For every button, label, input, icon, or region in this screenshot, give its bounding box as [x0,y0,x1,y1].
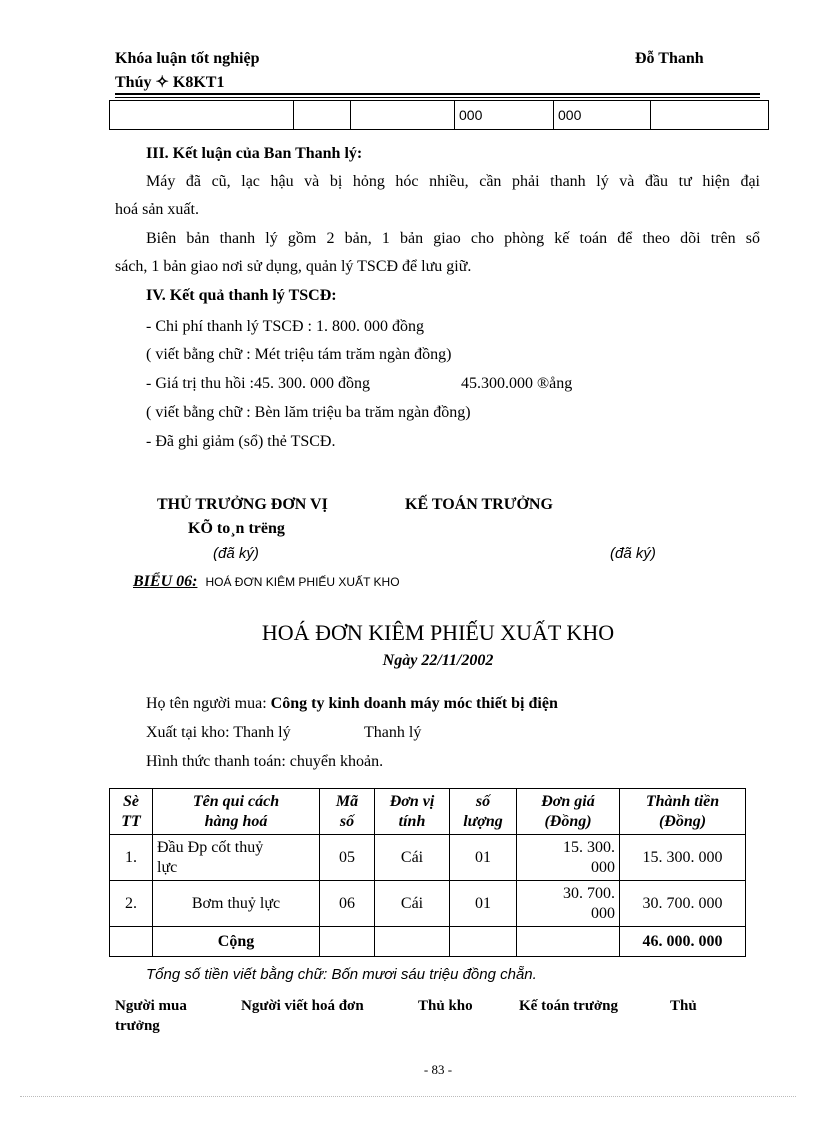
header-left-line1: Khóa luận tốt nghiệp [115,50,260,67]
cell-price: 15. 300. 000 [517,835,620,881]
table-cell: 000 [455,101,554,130]
header-right: Đỗ Thanh [635,50,704,67]
col-price: Đơn giá (Đồng) [517,789,620,835]
table-cell [651,101,769,130]
col-name: Tên qui cách hàng hoá [153,789,320,835]
cell-code: 06 [320,881,375,927]
col-qty: số lượng [450,789,517,835]
table-cell [351,101,455,130]
sig-invoice-writer: Người viết hoá đơn [241,998,364,1014]
signature-head-subtitle: KÕ to¸n trëng [188,520,285,537]
sig-warehouse-keeper: Thủ kho [418,998,473,1014]
table-cell [294,101,351,130]
table-cell [110,101,294,130]
header-left-line2: Thúy ✧ K8KT1 [115,74,225,91]
cell-code: 05 [320,835,375,881]
cell-amount: 15. 300. 000 [620,835,746,881]
header-rule-thick [115,93,760,95]
invoice-header-row [110,789,746,835]
total-amount: 46. 000. 000 [620,927,746,957]
invoice-table [109,788,746,957]
col-amount: Thành tiền (Đồng) [620,789,746,835]
col-unit: Đơn vị tính [375,789,450,835]
sig-head-line1: Thủ [670,998,697,1014]
invoice-title: HOÁ ĐƠN KIÊM PHIẾU XUẤT KHO [261,620,615,645]
col-code: Mã số [320,789,375,835]
cell-name: Bơm thuỷ lực [153,881,320,927]
sig-buyer: Người mua [115,998,187,1014]
cell-qty: 01 [450,835,517,881]
header-rule-thin [115,97,760,98]
invoice-date-value: 22/11/2002 [421,652,494,669]
bieu-label: BIỂU 06: [133,573,198,590]
invoice-warehouse-label: Xuất tại kho: Thanh lý [146,724,291,741]
cell-unit: Cái [375,881,450,927]
invoice-date [0,652,816,670]
cell-empty [517,927,620,957]
invoice-buyer-label: Họ tên người mua: [146,695,271,712]
cell-stt: 2. [110,881,153,927]
page-bottom-divider [20,1096,796,1097]
section4-title: IV. Kết quả thanh lý TSCĐ: [146,287,337,304]
invoice-warehouse-value: Thanh lý [364,724,422,741]
section4-line4: ( viết bằng chữ : Bèn lăm triệu ba trăm ngàn đồng) [146,404,471,421]
section4-line3a: - Giá trị thu hồi :45. 300. 000 đồng [146,375,370,392]
signature-accountant-signed: (đã ký) [610,545,656,562]
cell-empty [110,927,153,957]
cell-empty [375,927,450,957]
table-row [110,101,769,130]
section3-para2-line1: Biên bản thanh lý gồm 2 bản, 1 bản giao cho phòng kế toán để theo dõi trên sổ [146,230,760,247]
cell-name: Đầu Đp cốt thuỷ lực [153,835,320,881]
section4-line1: - Chi phí thanh lý TSCĐ : 1. 800. 000 đồng [146,318,424,335]
table-cell: 000 [554,101,651,130]
section4-line3b: 45.300.000 ®ång [461,375,573,392]
invoice-payment: Hình thức thanh toán: chuyển khoản. [146,753,384,770]
cell-stt: 1. [110,835,153,881]
table-row [110,835,746,881]
cell-qty: 01 [450,881,517,927]
invoice-date-label: Ngày [382,652,418,669]
signature-accountant-title: KẾ TOÁN TRƯỞNG [405,496,553,513]
invoice-buyer [146,695,558,713]
cell-price: 30. 700. 000 [517,881,620,927]
top-table-fragment [109,100,769,130]
page-number: - 83 - [423,1062,453,1077]
section4-line5: - Đã ghi giảm (sổ) thẻ TSCĐ. [146,433,336,450]
signature-head-title: THỦ TRƯỞNG ĐƠN VỊ [157,496,328,513]
total-label: Cộng [153,927,320,957]
section3-title: III. Kết luận của Ban Thanh lý: [146,145,363,162]
cell-empty [320,927,375,957]
col-stt: Sè TT [110,789,153,835]
signature-head-signed: (đã ký) [213,545,259,562]
bieu-heading [133,573,400,591]
cell-amount: 30. 700. 000 [620,881,746,927]
invoice-buyer-value: Công ty kinh doanh máy móc thiết bị điện [270,695,558,712]
section4-line2: ( viết bằng chữ : Mét triệu tám trăm ngàn đồng) [146,346,452,363]
section3-para1-line1: Máy đã cũ, lạc hậu và bị hỏng hóc nhiều, cần phải thanh lý và đầu tư hiện đại [146,173,760,190]
section3-para2-line2: sách, 1 bản giao nơi sử dụng, quản lý TSCĐ để lưu giữ. [115,258,472,275]
sig-head-line2: trưởng [115,1018,160,1034]
invoice-in-words: Tổng số tiền viết bằng chữ: Bốn mươi sáu triệu đồng chẵn. [146,966,537,983]
cell-empty [450,927,517,957]
bieu-caption: HOÁ ĐƠN KIÊM PHIẾU XUẤT KHO [205,575,400,589]
sig-chief-accountant: Kế toán trưởng [519,998,618,1014]
section3-para1-line2: hoá sản xuất. [115,201,199,218]
invoice-total-row [110,927,746,957]
cell-unit: Cái [375,835,450,881]
table-row [110,881,746,927]
